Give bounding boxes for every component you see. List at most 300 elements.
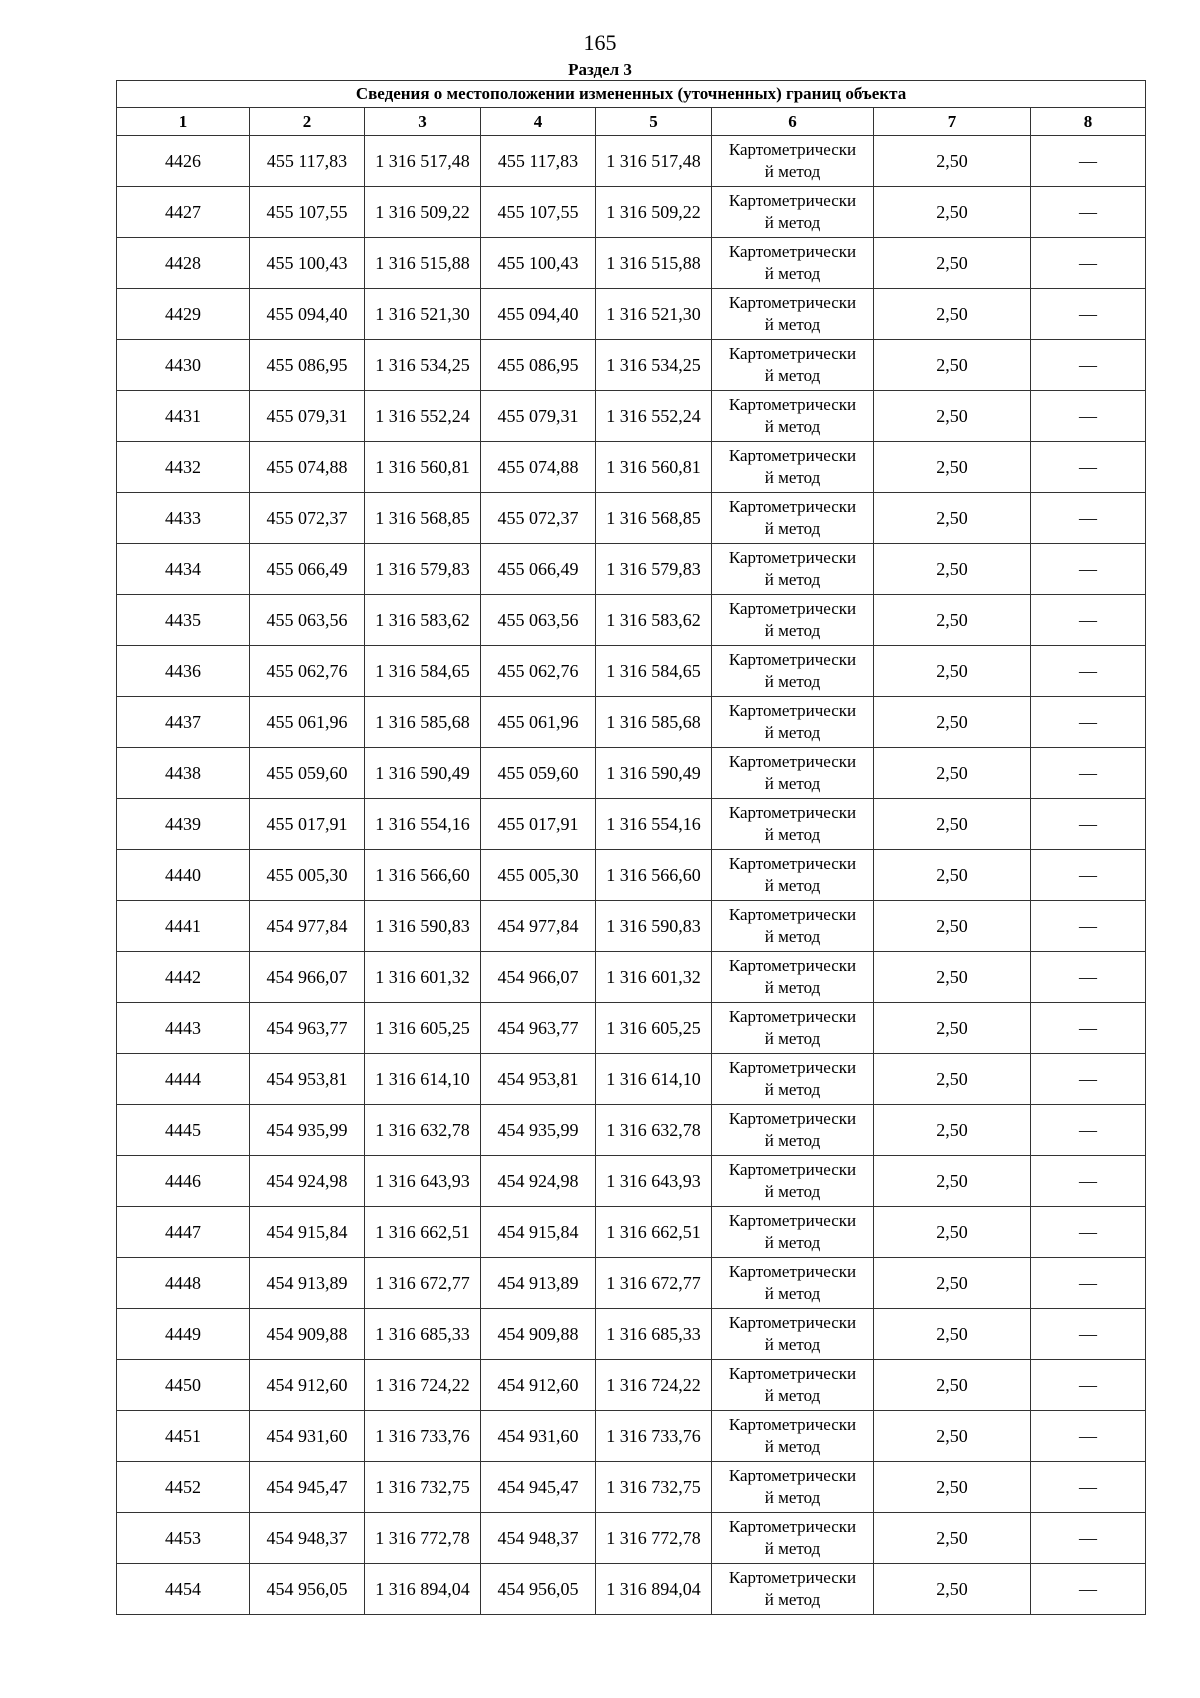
cell-x1: 455 061,96 <box>250 697 365 748</box>
table-row <box>117 1054 1146 1105</box>
table-row <box>117 391 1146 442</box>
cell-id: 4450 <box>117 1360 250 1411</box>
method-line-2: й метод <box>764 417 821 436</box>
cell-id: 4441 <box>117 901 250 952</box>
cell-x2: 454 977,84 <box>481 901 596 952</box>
cell-note: — <box>1031 901 1146 952</box>
method-line-2: й метод <box>764 315 821 334</box>
cell-x2: 455 059,60 <box>481 748 596 799</box>
table-row <box>117 1360 1146 1411</box>
cell-y2: 1 316 585,68 <box>596 697 712 748</box>
cell-method <box>712 1411 874 1462</box>
cell-id: 4447 <box>117 1207 250 1258</box>
cell-y2: 1 316 515,88 <box>596 238 712 289</box>
column-number: 2 <box>250 108 365 136</box>
table-row <box>117 1513 1146 1564</box>
cell-precision: 2,50 <box>874 1411 1031 1462</box>
cell-y2: 1 316 584,65 <box>596 646 712 697</box>
cell-method <box>712 187 874 238</box>
cell-precision: 2,50 <box>874 493 1031 544</box>
cell-x2: 455 072,37 <box>481 493 596 544</box>
table-row <box>117 238 1146 289</box>
method-line-1: Картометрически <box>728 1007 857 1026</box>
column-number: 1 <box>117 108 250 136</box>
cell-precision: 2,50 <box>874 238 1031 289</box>
method-line-1: Картометрически <box>728 1313 857 1332</box>
cell-y2: 1 316 732,75 <box>596 1462 712 1513</box>
method-line-2: й метод <box>764 519 821 538</box>
cell-x1: 455 072,37 <box>250 493 365 544</box>
method-line-2: й метод <box>764 1590 821 1609</box>
cell-x2: 454 956,05 <box>481 1564 596 1615</box>
cell-precision: 2,50 <box>874 340 1031 391</box>
cell-note: — <box>1031 442 1146 493</box>
cell-x2: 454 948,37 <box>481 1513 596 1564</box>
method-line-2: й метод <box>764 672 821 691</box>
method-line-2: й метод <box>764 1539 821 1558</box>
cell-id: 4446 <box>117 1156 250 1207</box>
cell-note: — <box>1031 493 1146 544</box>
cell-method <box>712 850 874 901</box>
cell-y2: 1 316 605,25 <box>596 1003 712 1054</box>
cell-note: — <box>1031 1156 1146 1207</box>
cell-note: — <box>1031 187 1146 238</box>
column-number: 3 <box>365 108 481 136</box>
cell-method <box>712 1360 874 1411</box>
cell-y2: 1 316 601,32 <box>596 952 712 1003</box>
method-line-2: й метод <box>764 213 821 232</box>
cell-precision: 2,50 <box>874 646 1031 697</box>
cell-precision: 2,50 <box>874 1003 1031 1054</box>
cell-id: 4428 <box>117 238 250 289</box>
cell-precision: 2,50 <box>874 799 1031 850</box>
cell-id: 4430 <box>117 340 250 391</box>
cell-x2: 454 966,07 <box>481 952 596 1003</box>
cell-y1: 1 316 614,10 <box>365 1054 481 1105</box>
table-row <box>117 646 1146 697</box>
method-line-1: Картометрически <box>728 191 857 210</box>
cell-precision: 2,50 <box>874 850 1031 901</box>
method-line-1: Картометрически <box>728 1262 857 1281</box>
cell-x2: 455 107,55 <box>481 187 596 238</box>
cell-precision: 2,50 <box>874 391 1031 442</box>
cell-note: — <box>1031 850 1146 901</box>
cell-y2: 1 316 672,77 <box>596 1258 712 1309</box>
cell-note: — <box>1031 1258 1146 1309</box>
cell-y2: 1 316 662,51 <box>596 1207 712 1258</box>
cell-method <box>712 1462 874 1513</box>
cell-note: — <box>1031 646 1146 697</box>
cell-x2: 455 094,40 <box>481 289 596 340</box>
method-line-1: Картометрически <box>728 1568 857 1587</box>
cell-id: 4444 <box>117 1054 250 1105</box>
cell-method <box>712 1309 874 1360</box>
cell-precision: 2,50 <box>874 289 1031 340</box>
method-line-1: Картометрически <box>728 650 857 669</box>
cell-method <box>712 391 874 442</box>
table-row <box>117 850 1146 901</box>
cell-note: — <box>1031 595 1146 646</box>
cell-x2: 454 935,99 <box>481 1105 596 1156</box>
table-row <box>117 340 1146 391</box>
cell-x1: 455 079,31 <box>250 391 365 442</box>
table-row <box>117 1156 1146 1207</box>
cell-y1: 1 316 772,78 <box>365 1513 481 1564</box>
cell-precision: 2,50 <box>874 1258 1031 1309</box>
cell-precision: 2,50 <box>874 1207 1031 1258</box>
cell-y1: 1 316 560,81 <box>365 442 481 493</box>
column-number: 7 <box>874 108 1031 136</box>
cell-note: — <box>1031 952 1146 1003</box>
cell-x2: 455 017,91 <box>481 799 596 850</box>
cell-id: 4442 <box>117 952 250 1003</box>
cell-id: 4426 <box>117 136 250 187</box>
cell-note: — <box>1031 1462 1146 1513</box>
method-line-2: й метод <box>764 570 821 589</box>
method-line-2: й метод <box>764 366 821 385</box>
cell-precision: 2,50 <box>874 748 1031 799</box>
method-line-2: й метод <box>764 1284 821 1303</box>
cell-note: — <box>1031 1054 1146 1105</box>
method-line-2: й метод <box>764 1131 821 1150</box>
cell-id: 4438 <box>117 748 250 799</box>
method-line-2: й метод <box>764 876 821 895</box>
cell-y1: 1 316 509,22 <box>365 187 481 238</box>
cell-method <box>712 799 874 850</box>
cell-y1: 1 316 583,62 <box>365 595 481 646</box>
cell-x1: 455 059,60 <box>250 748 365 799</box>
cell-x2: 454 963,77 <box>481 1003 596 1054</box>
cell-x1: 455 074,88 <box>250 442 365 493</box>
method-line-2: й метод <box>764 1488 821 1507</box>
method-line-2: й метод <box>764 1233 821 1252</box>
table-row <box>117 748 1146 799</box>
method-line-1: Картометрически <box>728 1211 857 1230</box>
cell-y1: 1 316 566,60 <box>365 850 481 901</box>
cell-x1: 455 066,49 <box>250 544 365 595</box>
column-number: 8 <box>1031 108 1146 136</box>
table-body <box>117 136 1146 1615</box>
cell-x1: 455 062,76 <box>250 646 365 697</box>
cell-precision: 2,50 <box>874 136 1031 187</box>
cell-x1: 455 063,56 <box>250 595 365 646</box>
cell-x2: 455 100,43 <box>481 238 596 289</box>
cell-note: — <box>1031 1309 1146 1360</box>
cell-method <box>712 289 874 340</box>
method-line-1: Картометрически <box>728 1109 857 1128</box>
cell-x2: 455 066,49 <box>481 544 596 595</box>
method-line-1: Картометрически <box>728 1160 857 1179</box>
cell-note: — <box>1031 1207 1146 1258</box>
cell-precision: 2,50 <box>874 1309 1031 1360</box>
cell-y1: 1 316 632,78 <box>365 1105 481 1156</box>
table-row <box>117 289 1146 340</box>
cell-y1: 1 316 590,83 <box>365 901 481 952</box>
cell-x1: 454 924,98 <box>250 1156 365 1207</box>
cell-y1: 1 316 601,32 <box>365 952 481 1003</box>
cell-note: — <box>1031 1105 1146 1156</box>
cell-precision: 2,50 <box>874 544 1031 595</box>
method-line-2: й метод <box>764 621 821 640</box>
column-number: 6 <box>712 108 874 136</box>
cell-x1: 455 017,91 <box>250 799 365 850</box>
cell-note: — <box>1031 391 1146 442</box>
cell-id: 4443 <box>117 1003 250 1054</box>
cell-x2: 455 005,30 <box>481 850 596 901</box>
cell-id: 4453 <box>117 1513 250 1564</box>
method-line-1: Картометрически <box>728 293 857 312</box>
cell-id: 4451 <box>117 1411 250 1462</box>
cell-x1: 455 117,83 <box>250 136 365 187</box>
cell-precision: 2,50 <box>874 442 1031 493</box>
boundary-coordinates-table <box>116 80 1146 1615</box>
cell-id: 4454 <box>117 1564 250 1615</box>
cell-precision: 2,50 <box>874 187 1031 238</box>
cell-id: 4433 <box>117 493 250 544</box>
table-row <box>117 442 1146 493</box>
cell-y1: 1 316 554,16 <box>365 799 481 850</box>
table-row <box>117 952 1146 1003</box>
cell-precision: 2,50 <box>874 1105 1031 1156</box>
cell-y2: 1 316 733,76 <box>596 1411 712 1462</box>
cell-precision: 2,50 <box>874 1054 1031 1105</box>
cell-method <box>712 646 874 697</box>
table-row <box>117 799 1146 850</box>
cell-method <box>712 493 874 544</box>
cell-x2: 455 063,56 <box>481 595 596 646</box>
method-line-1: Картометрически <box>728 956 857 975</box>
cell-x1: 455 100,43 <box>250 238 365 289</box>
cell-y1: 1 316 552,24 <box>365 391 481 442</box>
cell-y2: 1 316 724,22 <box>596 1360 712 1411</box>
cell-y2: 1 316 685,33 <box>596 1309 712 1360</box>
cell-y1: 1 316 534,25 <box>365 340 481 391</box>
table-row <box>117 136 1146 187</box>
cell-precision: 2,50 <box>874 952 1031 1003</box>
cell-method <box>712 1564 874 1615</box>
cell-id: 4434 <box>117 544 250 595</box>
cell-y2: 1 316 568,85 <box>596 493 712 544</box>
cell-y1: 1 316 590,49 <box>365 748 481 799</box>
cell-method <box>712 1105 874 1156</box>
cell-note: — <box>1031 1003 1146 1054</box>
table-row <box>117 1411 1146 1462</box>
cell-note: — <box>1031 1360 1146 1411</box>
cell-method <box>712 1258 874 1309</box>
cell-x1: 455 094,40 <box>250 289 365 340</box>
cell-y2: 1 316 579,83 <box>596 544 712 595</box>
cell-y2: 1 316 894,04 <box>596 1564 712 1615</box>
method-line-2: й метод <box>764 162 821 181</box>
cell-note: — <box>1031 1564 1146 1615</box>
cell-method <box>712 901 874 952</box>
cell-y2: 1 316 590,49 <box>596 748 712 799</box>
cell-id: 4436 <box>117 646 250 697</box>
cell-y2: 1 316 509,22 <box>596 187 712 238</box>
cell-method <box>712 1513 874 1564</box>
cell-x2: 455 062,76 <box>481 646 596 697</box>
method-line-2: й метод <box>764 1080 821 1099</box>
cell-y1: 1 316 585,68 <box>365 697 481 748</box>
cell-x2: 454 909,88 <box>481 1309 596 1360</box>
cell-method <box>712 340 874 391</box>
cell-id: 4435 <box>117 595 250 646</box>
cell-note: — <box>1031 799 1146 850</box>
cell-x2: 454 912,60 <box>481 1360 596 1411</box>
table-row <box>117 1309 1146 1360</box>
table-row <box>117 595 1146 646</box>
cell-id: 4439 <box>117 799 250 850</box>
cell-x2: 455 079,31 <box>481 391 596 442</box>
cell-method <box>712 1207 874 1258</box>
method-line-2: й метод <box>764 1029 821 1048</box>
cell-y1: 1 316 584,65 <box>365 646 481 697</box>
cell-x2: 455 086,95 <box>481 340 596 391</box>
cell-method <box>712 595 874 646</box>
cell-x1: 454 977,84 <box>250 901 365 952</box>
method-line-2: й метод <box>764 468 821 487</box>
method-line-1: Картометрически <box>728 497 857 516</box>
cell-x1: 454 953,81 <box>250 1054 365 1105</box>
method-line-1: Картометрически <box>728 803 857 822</box>
cell-x1: 454 963,77 <box>250 1003 365 1054</box>
column-number: 4 <box>481 108 596 136</box>
cell-method <box>712 1156 874 1207</box>
method-line-1: Картометрически <box>728 1466 857 1485</box>
method-line-1: Картометрически <box>728 395 857 414</box>
cell-y2: 1 316 772,78 <box>596 1513 712 1564</box>
cell-x1: 454 913,89 <box>250 1258 365 1309</box>
table-row <box>117 1462 1146 1513</box>
cell-y2: 1 316 534,25 <box>596 340 712 391</box>
cell-x1: 454 966,07 <box>250 952 365 1003</box>
table-row <box>117 544 1146 595</box>
table-row <box>117 1003 1146 1054</box>
cell-y1: 1 316 894,04 <box>365 1564 481 1615</box>
cell-y2: 1 316 643,93 <box>596 1156 712 1207</box>
cell-y1: 1 316 724,22 <box>365 1360 481 1411</box>
cell-precision: 2,50 <box>874 595 1031 646</box>
cell-y1: 1 316 517,48 <box>365 136 481 187</box>
cell-note: — <box>1031 340 1146 391</box>
table-row <box>117 493 1146 544</box>
method-line-2: й метод <box>764 825 821 844</box>
cell-y1: 1 316 685,33 <box>365 1309 481 1360</box>
cell-method <box>712 238 874 289</box>
cell-y1: 1 316 579,83 <box>365 544 481 595</box>
cell-id: 4445 <box>117 1105 250 1156</box>
cell-precision: 2,50 <box>874 1156 1031 1207</box>
cell-method <box>712 442 874 493</box>
method-line-2: й метод <box>764 774 821 793</box>
cell-x2: 455 074,88 <box>481 442 596 493</box>
section-title: Раздел 3 <box>568 60 632 79</box>
cell-y1: 1 316 643,93 <box>365 1156 481 1207</box>
cell-precision: 2,50 <box>874 1564 1031 1615</box>
cell-x1: 454 931,60 <box>250 1411 365 1462</box>
cell-id: 4429 <box>117 289 250 340</box>
table-caption-row <box>117 81 1146 108</box>
method-line-1: Картометрически <box>728 1058 857 1077</box>
cell-x1: 455 086,95 <box>250 340 365 391</box>
cell-id: 4452 <box>117 1462 250 1513</box>
cell-note: — <box>1031 238 1146 289</box>
cell-x2: 454 915,84 <box>481 1207 596 1258</box>
cell-y2: 1 316 590,83 <box>596 901 712 952</box>
method-line-1: Картометрически <box>728 140 857 159</box>
cell-y2: 1 316 560,81 <box>596 442 712 493</box>
cell-y1: 1 316 605,25 <box>365 1003 481 1054</box>
cell-x2: 455 117,83 <box>481 136 596 187</box>
cell-note: — <box>1031 289 1146 340</box>
cell-id: 4431 <box>117 391 250 442</box>
table-row <box>117 1105 1146 1156</box>
method-line-1: Картометрически <box>728 701 857 720</box>
column-number-row <box>117 108 1146 136</box>
cell-method <box>712 1003 874 1054</box>
cell-y2: 1 316 521,30 <box>596 289 712 340</box>
table-row <box>117 1258 1146 1309</box>
cell-y1: 1 316 521,30 <box>365 289 481 340</box>
method-line-2: й метод <box>764 978 821 997</box>
cell-x1: 455 107,55 <box>250 187 365 238</box>
cell-x1: 454 956,05 <box>250 1564 365 1615</box>
method-line-2: й метод <box>764 264 821 283</box>
cell-x1: 454 912,60 <box>250 1360 365 1411</box>
column-number: 5 <box>596 108 712 136</box>
cell-method <box>712 952 874 1003</box>
cell-x2: 455 061,96 <box>481 697 596 748</box>
cell-x1: 454 909,88 <box>250 1309 365 1360</box>
cell-x2: 454 953,81 <box>481 1054 596 1105</box>
cell-note: — <box>1031 748 1146 799</box>
cell-precision: 2,50 <box>874 1360 1031 1411</box>
cell-id: 4437 <box>117 697 250 748</box>
table-row <box>117 697 1146 748</box>
method-line-1: Картометрически <box>728 854 857 873</box>
page-number: 165 <box>583 30 617 55</box>
table-row <box>117 901 1146 952</box>
method-line-1: Картометрически <box>728 548 857 567</box>
method-line-1: Картометрически <box>728 1415 857 1434</box>
cell-method <box>712 697 874 748</box>
cell-y1: 1 316 732,75 <box>365 1462 481 1513</box>
cell-y1: 1 316 672,77 <box>365 1258 481 1309</box>
cell-note: — <box>1031 1411 1146 1462</box>
method-line-1: Картометрически <box>728 242 857 261</box>
cell-note: — <box>1031 1513 1146 1564</box>
cell-x2: 454 924,98 <box>481 1156 596 1207</box>
table-row <box>117 1564 1146 1615</box>
cell-y2: 1 316 552,24 <box>596 391 712 442</box>
cell-x2: 454 913,89 <box>481 1258 596 1309</box>
cell-method <box>712 136 874 187</box>
cell-y1: 1 316 568,85 <box>365 493 481 544</box>
cell-id: 4440 <box>117 850 250 901</box>
cell-precision: 2,50 <box>874 1513 1031 1564</box>
cell-x1: 455 005,30 <box>250 850 365 901</box>
cell-id: 4432 <box>117 442 250 493</box>
cell-note: — <box>1031 697 1146 748</box>
cell-method <box>712 1054 874 1105</box>
cell-y2: 1 316 566,60 <box>596 850 712 901</box>
method-line-1: Картометрически <box>728 752 857 771</box>
cell-x2: 454 931,60 <box>481 1411 596 1462</box>
method-line-1: Картометрически <box>728 599 857 618</box>
cell-y2: 1 316 632,78 <box>596 1105 712 1156</box>
table-caption: Сведения о местоположении измененных (уточненных) границ объекта <box>117 81 1146 108</box>
method-line-2: й метод <box>764 1182 821 1201</box>
